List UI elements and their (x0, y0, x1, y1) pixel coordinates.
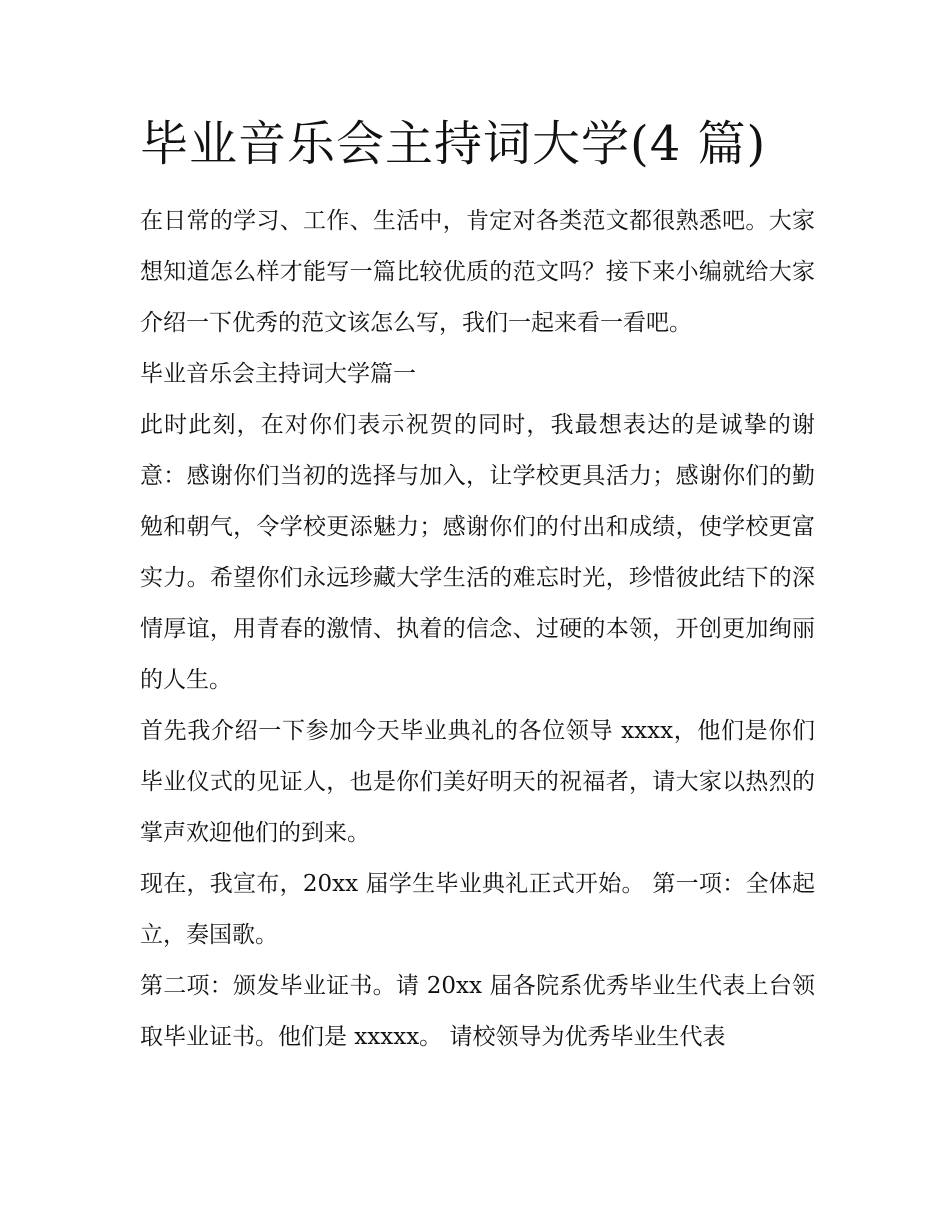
intro-paragraph: 在日常的学习、工作、生活中，肯定对各类范文都很熟悉吧。大家想知道怎么样才能写一篇比较优质的范文吗？接下来小编就给大家介绍一下优秀的范文该怎么写，我们一起来看一看吧。 (140, 208, 815, 336)
section-heading: 毕业音乐会主持词大学篇一 (140, 361, 416, 387)
page-title: 毕业音乐会主持词大学(4 篇) (140, 116, 767, 172)
paragraph-thanks: 此时此刻，在对你们表示祝贺的同时，我最想表达的是诚挚的谢意：感谢你们当初的选择与加入，让学校更具活力；感谢你们的勤勉和朝气，令学校更添魅力；感谢你们的付出和成绩，使学校更富实力。希望你们永远珍藏大学生活的难忘时光，珍惜彼此结下的深情厚谊，用青春的激情、执着的信念、过硬的本领，开创更加绚丽的人生。 (140, 412, 815, 693)
paragraph-certificates: 第二项：颁发毕业证书。请 20xx 届各院系优秀毕业生代表上台领取毕业证书。他们是 xxxxx。 请校领导为优秀毕业生代表 (140, 973, 815, 1050)
paragraph-opening: 现在，我宣布，20xx 届学生毕业典礼正式开始。 第一项：全体起立，奏国歌。 (140, 871, 815, 948)
paragraph-leaders: 首先我介绍一下参加今天毕业典礼的各位领导 xxxx，他们是你们毕业仪式的见证人，也是你们美好明天的祝福者，请大家以热烈的掌声欢迎他们的到来。 (140, 718, 815, 846)
document-body (140, 196, 815, 1063)
